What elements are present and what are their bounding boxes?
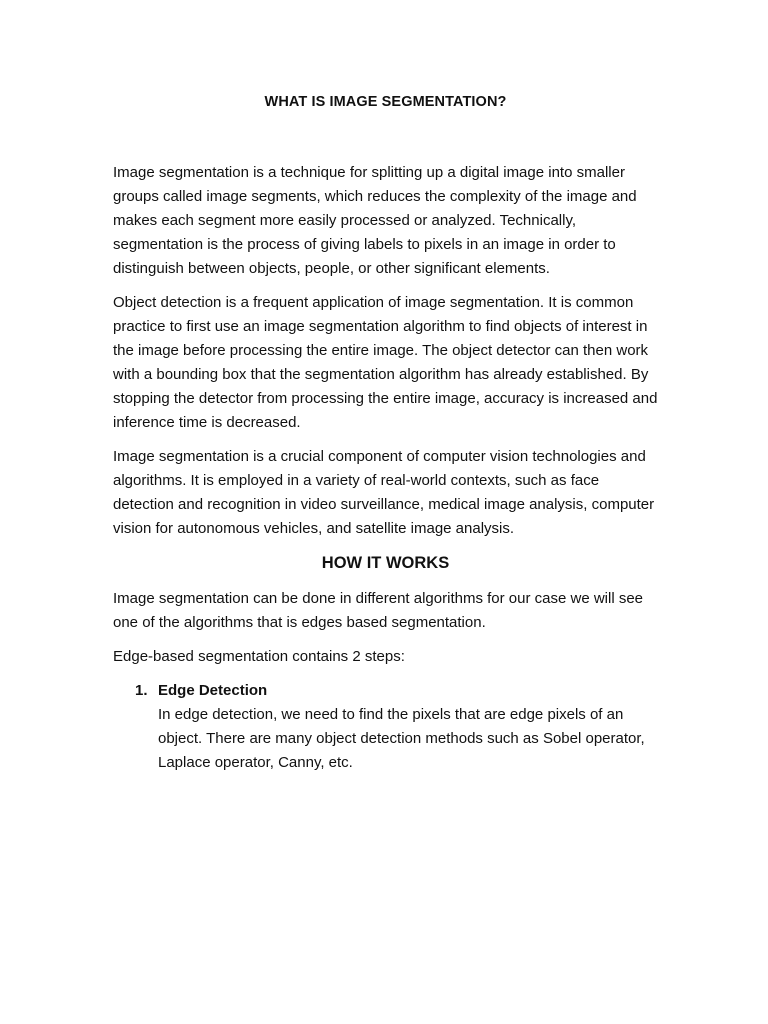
steps-list [113,679,658,775]
step-number: 1. [135,682,148,699]
how-it-works-paragraph: Image segmentation can be done in different algorithms for our case we will see one of the algorithms that is edges based segmentation. [113,590,644,631]
list-item [113,679,658,775]
step-title: Edge Detection [158,682,268,699]
document-title: WHAT IS IMAGE SEGMENTATION? [264,94,507,110]
applications-paragraph: Image segmentation is a crucial component of computer vision technologies and algorithms. It is employed in a variety of real-world contexts, such as face detection and recognition in video surveillance, medical image analysis, computer vision for autonomous vehicles, and satellite image analysis. [113,448,655,537]
document-content [113,92,658,775]
step-description: In edge detection, we need to find the pixels that are edge pixels of an object. There are many object detection methods such as Sobel operator, Laplace operator, Canny, etc. [158,706,645,771]
section-heading: HOW IT WORKS [321,554,450,572]
object-detection-paragraph: Object detection is a frequent application of image segmentation. It is common practice to first use an image segmentation algorithm to find objects of interest in the image before processing the entire image. The object detector can then work with a bounding box that the segmentation algorithm has already established. By stopping the detector from processing the entire image, accuracy is increased and inference time is decreased. [113,294,658,431]
intro-paragraph: Image segmentation is a technique for splitting up a digital image into smaller groups called image segments, which reduces the complexity of the image and makes each segment more easily processed or analyzed. Technically, segmentation is the process of giving labels to pixels in an image in order to distinguish between objects, people, or other significant elements. [113,164,637,277]
steps-intro-paragraph: Edge-based segmentation contains 2 steps: [113,648,405,665]
